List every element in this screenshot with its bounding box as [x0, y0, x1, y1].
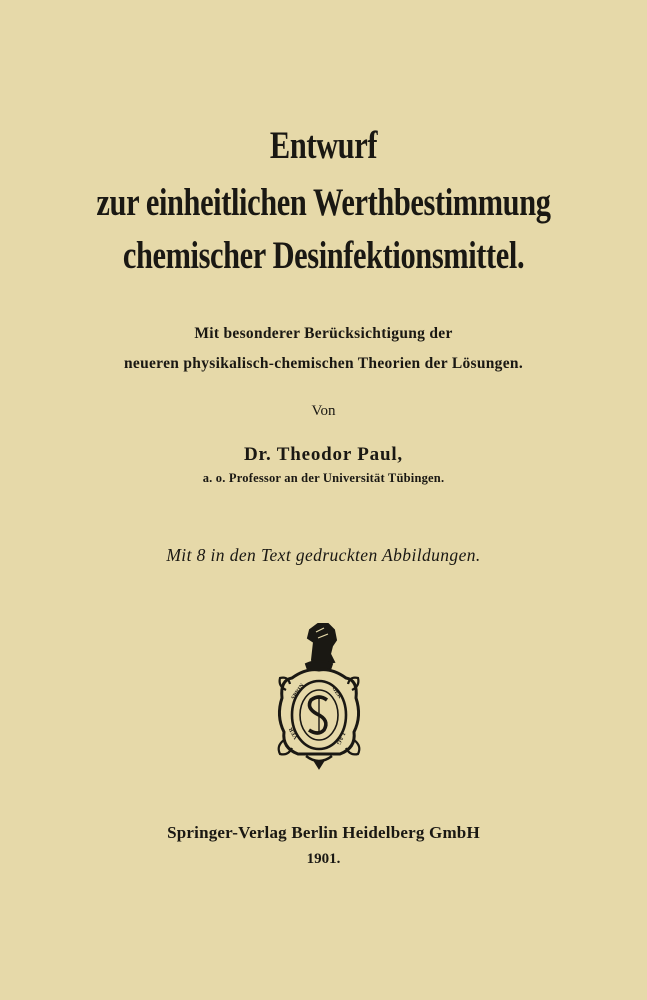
- svg-text:GER: GER: [330, 685, 343, 700]
- illustrations-note: Mit 8 in den Text gedruckten Abbildungen.: [166, 545, 481, 565]
- springer-knight-logo-icon: [272, 620, 366, 770]
- title-line-3: chemischer Desinfektionsmittel.: [122, 234, 525, 277]
- byline-von: Von: [311, 403, 336, 419]
- svg-text:SPRIN: SPRIN: [290, 682, 306, 702]
- subtitle-line-1: Mit besonderer Berücksichtigung der: [194, 325, 453, 342]
- publisher-name: Springer-Verlag Berlin Heidelberg GmbH: [167, 823, 480, 842]
- title-line-2: zur einheitlichen Werthbestimmung: [96, 181, 551, 224]
- author-affiliation: a. o. Professor an der Universität Tübingen.: [202, 471, 445, 485]
- svg-text:LAG: LAG: [334, 731, 346, 746]
- subtitle-line-2: neueren physikalisch-chemischen Theorien der Lösungen.: [123, 355, 523, 372]
- author-name: Dr. Theodor Paul,: [244, 444, 403, 465]
- svg-text:VER: VER: [288, 726, 300, 740]
- publication-year: 1901.: [306, 851, 341, 867]
- title-line-1: Entwurf: [269, 124, 378, 167]
